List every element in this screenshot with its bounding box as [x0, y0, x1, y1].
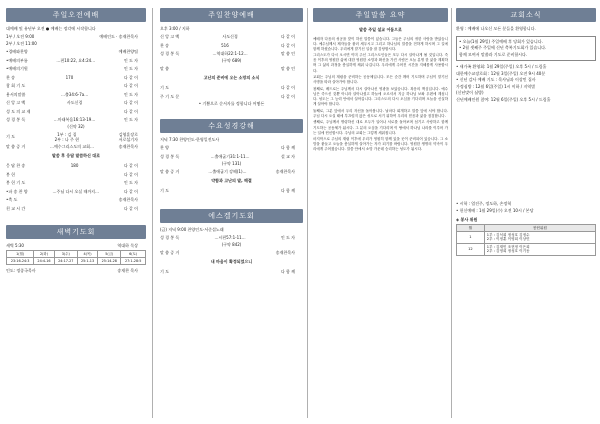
service-row — [160, 33, 303, 42]
row-right: 다 같 이 — [123, 74, 138, 80]
service-time-leader: 예배인도 · 송재찬목사 — [99, 34, 138, 40]
row-right: 다 함 께 — [280, 187, 295, 193]
afternoon-order-b — [160, 65, 303, 74]
row-label: 말 씀 증 거 — [160, 168, 180, 174]
row-label: 참 회 기 도 — [6, 83, 26, 89]
service-row — [160, 92, 303, 101]
service-time-label: 1부 / 오전 9:00 — [6, 34, 35, 40]
row-label: 성 경 봉 독 — [160, 234, 180, 240]
service-row — [6, 204, 146, 213]
summary-paragraph: 첫째로, 베드로는 주님께서 다시 살아나신 영광을 보았습니다. 복음의 핵심입니다. 예수님은 죽으신 것뿐 아니라 살아나셨고 하늘에 오르셔서 지금 하나님 보좌 우편에 계십니다. 성도는 그 능력 안에서 살아갑니다. 그리스도의 다시 오심을 기다리며 오늘을 신실하게 살아야 합니다. — [313, 86, 448, 107]
row-label: 봉 헌 — [6, 171, 15, 177]
schedule-cell: 25:1-13 — [77, 258, 97, 265]
table-row — [457, 243, 596, 255]
column-sermon-summary — [313, 8, 448, 154]
sermon-row — [6, 143, 146, 152]
row-middle: 사도신경 — [222, 34, 238, 40]
row-right: 다 같 이 — [123, 188, 138, 194]
table-row — [457, 231, 596, 243]
response-title: 말씀 후 응답 말씀하신 대로 — [51, 153, 101, 158]
wednesday-time: 저녁 7:30 찬양인도·한영일전도사 — [160, 137, 220, 142]
scripture-page: (신약 32) — [67, 124, 85, 129]
dawn-footer-left: 인도: 정종국목사 — [6, 267, 36, 273]
column-divider — [451, 8, 452, 418]
order-of-service — [6, 48, 146, 125]
notice-line: • 2월 셋째주 주일에 신년 축복기도회가 있습니다. — [459, 45, 547, 50]
row-label: •예배의부름 — [6, 57, 28, 63]
column-church-news — [456, 8, 596, 256]
dawn-time: 새벽 5:30 — [6, 243, 24, 249]
column-morning-service — [6, 8, 146, 275]
table-cell-month: 12 — [457, 243, 485, 255]
service-row — [6, 179, 146, 188]
row-right: 말 씀 인 — [280, 66, 295, 72]
service-row — [6, 48, 146, 57]
schedule-cell: 2(화) — [34, 251, 54, 258]
service-row — [6, 107, 146, 116]
row-right: 다 같 이 — [123, 100, 138, 106]
row-middle: …편10:22, 요4:24… — [56, 57, 96, 63]
row-right: 다 같 이 — [123, 205, 138, 211]
table-cell-line: 1부 : 김재민 조현정 이은희 — [486, 244, 530, 249]
dawn-book: 역대하 묵상 — [117, 243, 138, 249]
row-middle: …시편57:1-11… — [214, 234, 246, 240]
service-row — [160, 144, 303, 153]
row-right: 송재찬목사 — [275, 168, 295, 174]
row-label: 응 답 찬 송 — [6, 163, 26, 169]
row-right: 송재찬목사 — [118, 144, 138, 150]
service-row — [160, 167, 303, 176]
row-middle: …역대하22:1-12… — [212, 51, 248, 57]
service-row — [6, 56, 146, 65]
row-right: 말 씀 인 — [280, 51, 295, 57]
row-middle: …출애굽기31:1-11… — [210, 153, 250, 159]
news-bottom-line: • 시학 : 엄진주, 정도하, 손정혁 — [456, 201, 512, 206]
wednesday-order — [160, 144, 303, 161]
row-right: 다 같 이 — [123, 108, 138, 114]
table-cell-names — [484, 231, 595, 243]
summary-paragraph: 둘째로, 그분 앞에서 우리 자신을 돌아봅니다. 날마다 회개하고 말씀 앞에 서야 합니다. 주님 다시 오실 때에 부끄럽지 않은 성도로 서기 위하여 우리의 믿음과 삶을 점검합니다. — [313, 108, 448, 118]
row-right: 송재찬목사 — [275, 249, 295, 255]
summary-paragraph: 예배자 다음의 성공을 맞이 하신 말씀이 있습니다. 그들은 주님의 귀한 사랑을 받았습니다. 예수님께서 제자들을 불러 세우시고 그리고 하나님의 말씀을 전하게 하시며 그 길에 함께 하셨습니다. 우리에게 맡기신 일을 잘 감당합시다. — [313, 36, 448, 51]
summary-paragraph: 그리스도가 다시 오시면 이미 주신 그리스도인들은 모두 다시 살아나게 될 것입니다. 죽음 이후의 영원한 삶에 대한 영원한 소망과 확신을 가진 사람은 오늘 분명 한 삶을 계획하며 그 삶의 과정을 충실하게 채워 나갑니다. 우리에게 주어진 시간을 지혜롭게 사용합시다. — [313, 53, 448, 73]
schedule-cell: 4(목) — [77, 251, 97, 258]
service-row — [6, 65, 146, 74]
row-right: 다 같 이 — [123, 163, 138, 169]
schedule-cell: 24:4-16 — [34, 258, 54, 265]
dawn-days-row — [7, 251, 146, 258]
dawn-footer-right: 송재찬 목사 — [117, 267, 138, 273]
row-label: 말 씀 증 거 — [6, 144, 26, 150]
schedule-cell: 5(금) — [98, 251, 121, 258]
scripture-page: (구약 689) — [221, 58, 242, 63]
prayer-name: 김영훈장로 — [118, 131, 138, 137]
row-right: 다 같 이 — [280, 42, 295, 48]
schedule-cell: 3(수) — [54, 251, 77, 258]
row-right: 인 도 자 — [123, 66, 138, 72]
row-middle: …마태복음16:13-19… — [53, 117, 96, 123]
news-item: 대한예수교장로회 : 12월 3일(주일) 오전 9시 40분 — [456, 70, 546, 76]
notice-box — [456, 36, 596, 62]
summary-paragraph: 셋째로, 주님께서 명령하신 대로 모두가 일어나 서로를 돌아보며 섬기고 사랑하고 함께 기도하는 공동체가 됩시다. 그 분의 오심을 기다리며 이 땅에서 하나님 나라를 이루어 가는 일에 헌신합시다. 주님의 교회는 그렇게 세워집니다. — [313, 120, 448, 135]
summary-paragraph: 교회는 주님의 재림을 준비하는 공동체입니다. 모든 순간 깨어 기도하며 주님이 맡기신 사명을 따라 살아가야 합니다. — [313, 75, 448, 85]
afternoon-order — [160, 33, 303, 59]
service-row — [6, 99, 146, 108]
schedule-cell: 1(월) — [7, 251, 34, 258]
table-header-cell: 봉헌위원 — [484, 224, 595, 231]
schedule-cell: 6(토) — [121, 251, 146, 258]
table-cell-line: 2부 : 이정훈 이영희 이상민 — [486, 237, 530, 242]
row-label: •축 도 — [6, 197, 18, 203]
service-row — [160, 50, 303, 59]
schedule-cell: 23:16-24:3 — [7, 258, 34, 265]
afternoon-time-line: 오후 3:00 / 지하 — [160, 26, 190, 31]
service-row — [6, 170, 146, 179]
row-middle: 180 — [70, 163, 79, 169]
service-committee-table — [456, 224, 596, 256]
row-label: 친 교 시 간 — [6, 205, 26, 211]
news-items — [456, 64, 596, 103]
row-label: •경배와찬양 — [6, 49, 28, 55]
news-item: 가정심방 : 12월 6일(주일) 1시 이하 / 지역별 — [456, 83, 535, 89]
service-row — [160, 152, 303, 161]
notice-line: • 오늘(1월 29일) 주일예배 후 당회가 있습니다. — [459, 38, 543, 44]
schedule-cell: 27:1-28:5 — [121, 258, 146, 265]
church-news-header: 교회소식 — [456, 8, 596, 22]
table-cell-month: 1 — [457, 231, 485, 243]
row-middle: 170 — [65, 74, 74, 80]
prayer-names — [15, 132, 119, 142]
row-label: •예배의기원 — [6, 66, 28, 72]
column-divider — [307, 8, 308, 418]
row-right: 다 같 이 — [123, 83, 138, 89]
row-label: 봉 헌 기 도 — [6, 180, 26, 186]
service-row — [160, 41, 303, 50]
table-cell-line: 1부 : 김석희 정성호 김정수 — [486, 232, 530, 237]
row-label: 용서의말씀 — [6, 91, 26, 97]
schedule-cell: 25:14-28 — [98, 258, 121, 265]
table-cell-names — [484, 243, 595, 255]
row-label: 찬 양 — [160, 145, 169, 151]
friday-time: (금) 저녁 9:00 찬양인도·서준섭노래 — [160, 226, 224, 232]
service-row — [160, 267, 303, 276]
row-label: 성 경 봉 독 — [6, 117, 26, 123]
sermon-summary-header: 주일말씀 요약 — [313, 8, 448, 22]
row-right: 인 도 자 — [123, 91, 138, 97]
row-right: 송재찬목사 — [118, 197, 138, 203]
prayer-label: 기 도 — [6, 134, 15, 139]
row-label: 말 씀 — [160, 66, 169, 72]
row-label: 성 도 의 교 제 — [6, 108, 31, 114]
column-afternoon-service — [160, 8, 303, 276]
notice-line: 함께 모여서 말씀과 기도로 준비합시다. — [459, 51, 528, 57]
dawn-prayer-header: 새벽기도회 — [6, 225, 146, 239]
service-row — [6, 116, 146, 125]
news-bottom-line: • 헌신예배 : 1월 29일(수) 오전 10시 / 본당 — [456, 207, 534, 213]
dawn-verses-row — [7, 258, 146, 265]
row-label: 성 경 봉 독 — [160, 153, 180, 159]
row-right: 인 도 자 — [123, 117, 138, 123]
row-right: 예배찬양팀 — [118, 49, 138, 55]
row-right: 다 같 이 — [123, 171, 138, 177]
service-row — [6, 187, 146, 196]
dawn-footer-row — [6, 266, 146, 275]
row-middle: 사도신경 — [66, 100, 83, 106]
news-item: (신년맞이 심방) — [456, 90, 484, 95]
row-label: 찬 송 — [160, 42, 169, 48]
row-middle: …출34:6-7a… — [60, 91, 89, 97]
service-row — [160, 84, 303, 93]
service-row — [6, 73, 146, 82]
prayer-name: 서로섬기자 — [118, 136, 138, 142]
wednesday-order-b — [160, 167, 303, 176]
row-label: 신 앙 고 백 — [6, 100, 26, 106]
column-divider — [152, 8, 153, 418]
row-label: 주 기 도 문 — [160, 93, 180, 99]
service-row — [6, 162, 146, 171]
row-label: 기 도 — [160, 268, 169, 274]
row-label: 신 앙 고 백 — [160, 34, 180, 40]
row-middle: …출애굽기 강해(1)… — [208, 168, 247, 174]
row-middle: …예수그리스도의 교회… — [49, 144, 94, 150]
morning-time-line: 대예배 및 유년부 오전 ● 예배는 정각에 시작합니다 — [6, 26, 96, 31]
friday-order — [160, 233, 303, 242]
row-right: 다 같 이 — [280, 85, 295, 91]
friday-header: 에스겔기도회 — [160, 209, 303, 223]
news-item: 신년예배인원 참여: 12월 6일(주일) 오후 5시 / 드림홀 — [456, 96, 551, 102]
wednesday-header: 수요성경강해 — [160, 119, 303, 133]
service-row — [160, 233, 303, 242]
row-label: 찬 송 — [6, 74, 15, 80]
row-right: 설 교 자 — [280, 153, 295, 159]
dawn-info-row — [6, 242, 146, 251]
service-time-row — [6, 33, 146, 42]
service-table-title: ◈ 봉사 위원 — [456, 217, 478, 222]
row-label: 기 도 — [160, 187, 169, 193]
summary-title: 말씀 주일 설교 어둠으로 — [359, 27, 402, 32]
prayer-row — [6, 131, 146, 143]
sermon-title: 고난의 준비에 오는 소망의 소식 — [203, 75, 260, 80]
row-right: 다 함 께 — [280, 145, 295, 151]
afternoon-order-c — [160, 84, 303, 101]
row-right: 인 도 자 — [123, 57, 138, 63]
friday-order-c — [160, 267, 303, 276]
schedule-cell: 24:17-27 — [54, 258, 77, 265]
morning-service-header: 주일오전예배 — [6, 8, 146, 22]
table-header-cell: 월 — [457, 224, 485, 231]
wednesday-page: (구약 131) — [221, 160, 242, 166]
news-bottom — [456, 201, 596, 214]
welcome-text: 환영 : 예배에 나오신 모든 분들을 환영합니다. — [456, 26, 536, 31]
service-row — [160, 186, 303, 195]
service-time-label: 2부 / 오전 11:00 — [6, 41, 37, 46]
friday-title: 내 마음이 확정되었으니 — [210, 258, 253, 264]
service-row — [6, 196, 146, 205]
row-right: 다 같 이 — [280, 34, 295, 40]
row-label: •파 송 찬 양 — [6, 188, 28, 194]
afternoon-note: • 기쁨으로 순서자를 정합니다 어떻든 — [198, 100, 265, 106]
friday-page: (구약 842) — [221, 241, 242, 247]
table-header-row — [457, 224, 596, 231]
afternoon-service-header: 주일찬양예배 — [160, 8, 303, 22]
news-item: • 신년 감사 예배 기도 : 목사님과 이상민 집사 — [456, 77, 536, 82]
service-row — [160, 65, 303, 74]
news-item: • 새가족 환영회: 1월 29일(주일) 오후 5시 / 드림홀 — [456, 64, 547, 69]
prayer-names-right — [119, 132, 138, 142]
wednesday-order-c — [160, 186, 303, 195]
row-right: 다 같 이 — [280, 93, 295, 99]
row-middle: 516 — [221, 42, 229, 48]
friday-order-b — [160, 248, 303, 257]
wednesday-title: 약함과 고난의 말, 해결 — [211, 177, 252, 183]
table-cell-line: 2부 : 김영희 정성호 이기동 — [486, 249, 530, 254]
prayer-name: 2부 : 나 주 현 — [54, 136, 80, 142]
service-row — [6, 82, 146, 91]
row-label: 기 도 — [160, 85, 169, 91]
row-right: 다 함 께 — [280, 268, 295, 274]
row-right: 인 도 자 — [123, 180, 138, 186]
response-order — [6, 162, 146, 213]
row-label: 말 씀 증 거 — [160, 249, 180, 255]
row-middle: …주님 다시 오실 때까지… — [52, 188, 100, 194]
prayer-name: 1부 : 김 집 — [57, 131, 77, 137]
row-right: 인 도 자 — [280, 234, 295, 240]
dawn-schedule-table — [6, 250, 146, 265]
summary-body — [313, 37, 448, 153]
service-row — [6, 90, 146, 99]
summary-paragraph: 마지막으로 주님의 재림 이후에 우리가 영원히 함께 있을 곳이 준비되어 있습니다. 그 소망을 붙들고 오늘을 충실하게 살아가는 자가 되기를 바랍니다. 영원한 생명의 약속이 우리에게 주어졌습니다. 말씀 안에서 소망 가운데 승리하는 성도가 됩시다. — [313, 137, 448, 152]
row-label: 성 경 봉 독 — [160, 51, 180, 57]
service-row — [160, 248, 303, 257]
